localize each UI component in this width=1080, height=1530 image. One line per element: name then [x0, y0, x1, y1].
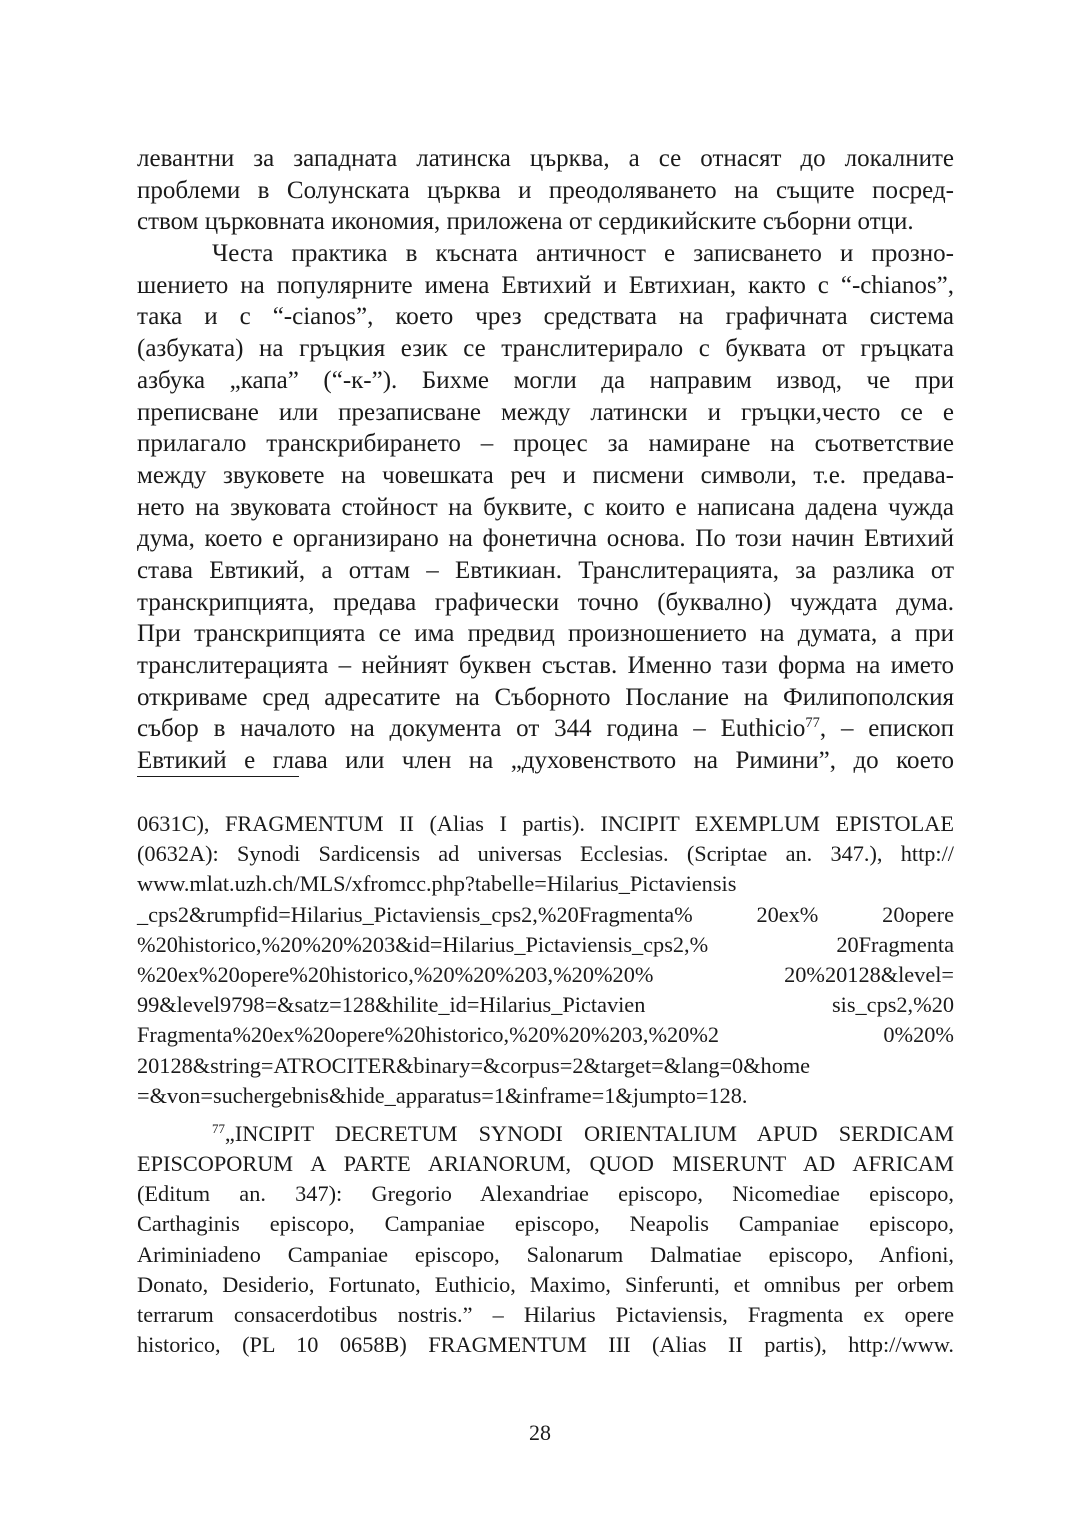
text-fragment: , – епископ — [819, 715, 954, 743]
footnote-divider — [137, 776, 299, 777]
footnote-url-line: 20128&string=ATROCITER&binary=&corpus=2&target=&lang=0&home — [137, 1052, 811, 1078]
text-line: проблеми в Солунската църква и преодоляването на същите посред- — [137, 176, 954, 204]
footnote-url-line: www.mlat.uzh.ch/MLS/xfromcc.php?tabelle=Hilarius_Pictaviensis — [137, 871, 737, 897]
footnote-line: EPISCOPORUM A PARTE ARIANORUM, QUOD MISERUNT AD AFRICAM — [137, 1151, 954, 1177]
text-line: транслитерацията – нейният буквен състав. Именно тази форма на името — [137, 652, 954, 679]
footnote-line: Ariminiadeno Campaniae episcopo, Salonarum Dalmatiae episcopo, Anfioni, — [137, 1241, 954, 1267]
footnote-77-first-line — [137, 1119, 954, 1149]
footnote-line: terrarum consacerdotibus nostris.” – Hilarius Pictaviensis, Fragmenta ex opere — [137, 1302, 954, 1327]
text-line: (азбуката) на гръцкия език се транслитерирало с буквата от гръцката — [137, 335, 954, 363]
footnote-line: (Editum an. 347): Gregorio Alexandriae episcopo, Nicomediae episcopo, — [137, 1181, 954, 1207]
text-line: нето на звуковата стойност на буквите, с които е написана дадена чужда — [137, 493, 954, 521]
text-line: откриваме сред адресатите на Съборното Послание на Филипополския — [137, 683, 954, 711]
text-line: между звуковете на човешката реч и писмени символи, т.е. предава- — [137, 461, 954, 489]
text-line: азбука „капа” (“-к-”). Бихме могли да направим извод, че при — [137, 366, 954, 394]
page-number: 28 — [529, 1420, 551, 1445]
text-line: При транскрипцията се има предвид произношението на думата, а при — [137, 620, 954, 648]
text-line-with-footnote-ref — [137, 713, 954, 745]
text-line: Честа практика в късната античност е записването и прозно- — [212, 240, 954, 268]
footnote-url-line: =&von=suchergebnis&hide_apparatus=1&inframe=1&jumpto=128. — [137, 1082, 748, 1108]
main-text-body — [137, 143, 954, 777]
footnote-url-line: %20ex%20opere%20historico,%20%20%203,%20%20% 20%20128&level= — [137, 961, 954, 987]
footnote-line: historico, (PL 10 0658B) FRAGMENTUM III (Alias II partis), http://www. — [137, 1332, 954, 1358]
text-line: транскрипцията, предава графически точно (буквално) чуждата дума. — [137, 588, 954, 616]
footnote-url-line: _cps2&rumpfid=Hilarius_Pictaviensis_cps2,%20Fragmenta% 20ex% 20opere — [137, 901, 954, 927]
text-line: така и с “-cianos”, което чрез средствата на графичната система — [137, 303, 954, 331]
footnotes-section — [137, 809, 954, 1360]
text-line: преписване или презаписване между латински и гръцки,често се е — [137, 398, 954, 426]
text-line: ством църковната икономия, приложена от сердикийските съборни отци. — [137, 208, 914, 236]
footnote-url-line: Fragmenta%20ex%20opere%20historico,%20%20%203,%20%2 0%20% — [137, 1022, 954, 1048]
footnote-number: 77 — [212, 1120, 225, 1136]
text-line: става Евтикий, а оттам – Евтикиан. Транслитерацията, за разлика от — [137, 556, 954, 584]
text-line: Евтикий е глава или член на „духовенството на Римини”, до което — [137, 747, 954, 775]
footnote-spacer — [137, 1111, 954, 1119]
footnote-url-line: %20historico,%20%20%203&id=Hilarius_Pictaviensis_cps2,% 20Fragmenta — [137, 931, 954, 957]
footnote-line: Carthaginis episcopo, Campaniae episcopo, Neapolis Campaniae episcopo, — [137, 1211, 954, 1237]
text-fragment: събор в началото на документа от 344 година – Euthicio — [137, 715, 806, 743]
text-line: дума, което е организирано на фонетична основа. По този начин Евтихий — [137, 525, 954, 553]
text-fragment: „INCIPIT DECRETUM SYNODI ORIENTALIUM APUD SERDICAM — [224, 1120, 954, 1146]
text-line: шението на популярните имена Евтихий и Евтихиан, както с “-chianos”, — [137, 271, 954, 299]
footnote-line: Donato, Desiderio, Fortunato, Euthicio, Maximo, Sinferunti, et omnibus per orbem — [137, 1271, 954, 1297]
footnote-line: (0632A): Synodi Sardicensis ad universas Ecclesias. (Scriptae an. 347.), http:// — [137, 841, 954, 867]
text-line: прилагало транскрибирането – процес за намиране на съответствие — [137, 430, 954, 458]
footnote-reference[interactable]: 77 — [805, 715, 820, 732]
footnote-line: 0631C), FRAGMENTUM II (Alias I partis). INCIPIT EXEMPLUM EPISTOLAE — [137, 811, 954, 836]
text-line: левантни за западната латинска църква, а се отнасят до локалните — [137, 145, 954, 172]
footnote-url-line: 99&level9798=&satz=128&hilite_id=Hilarius_Pictavien sis_cps2,%20 — [137, 992, 954, 1018]
